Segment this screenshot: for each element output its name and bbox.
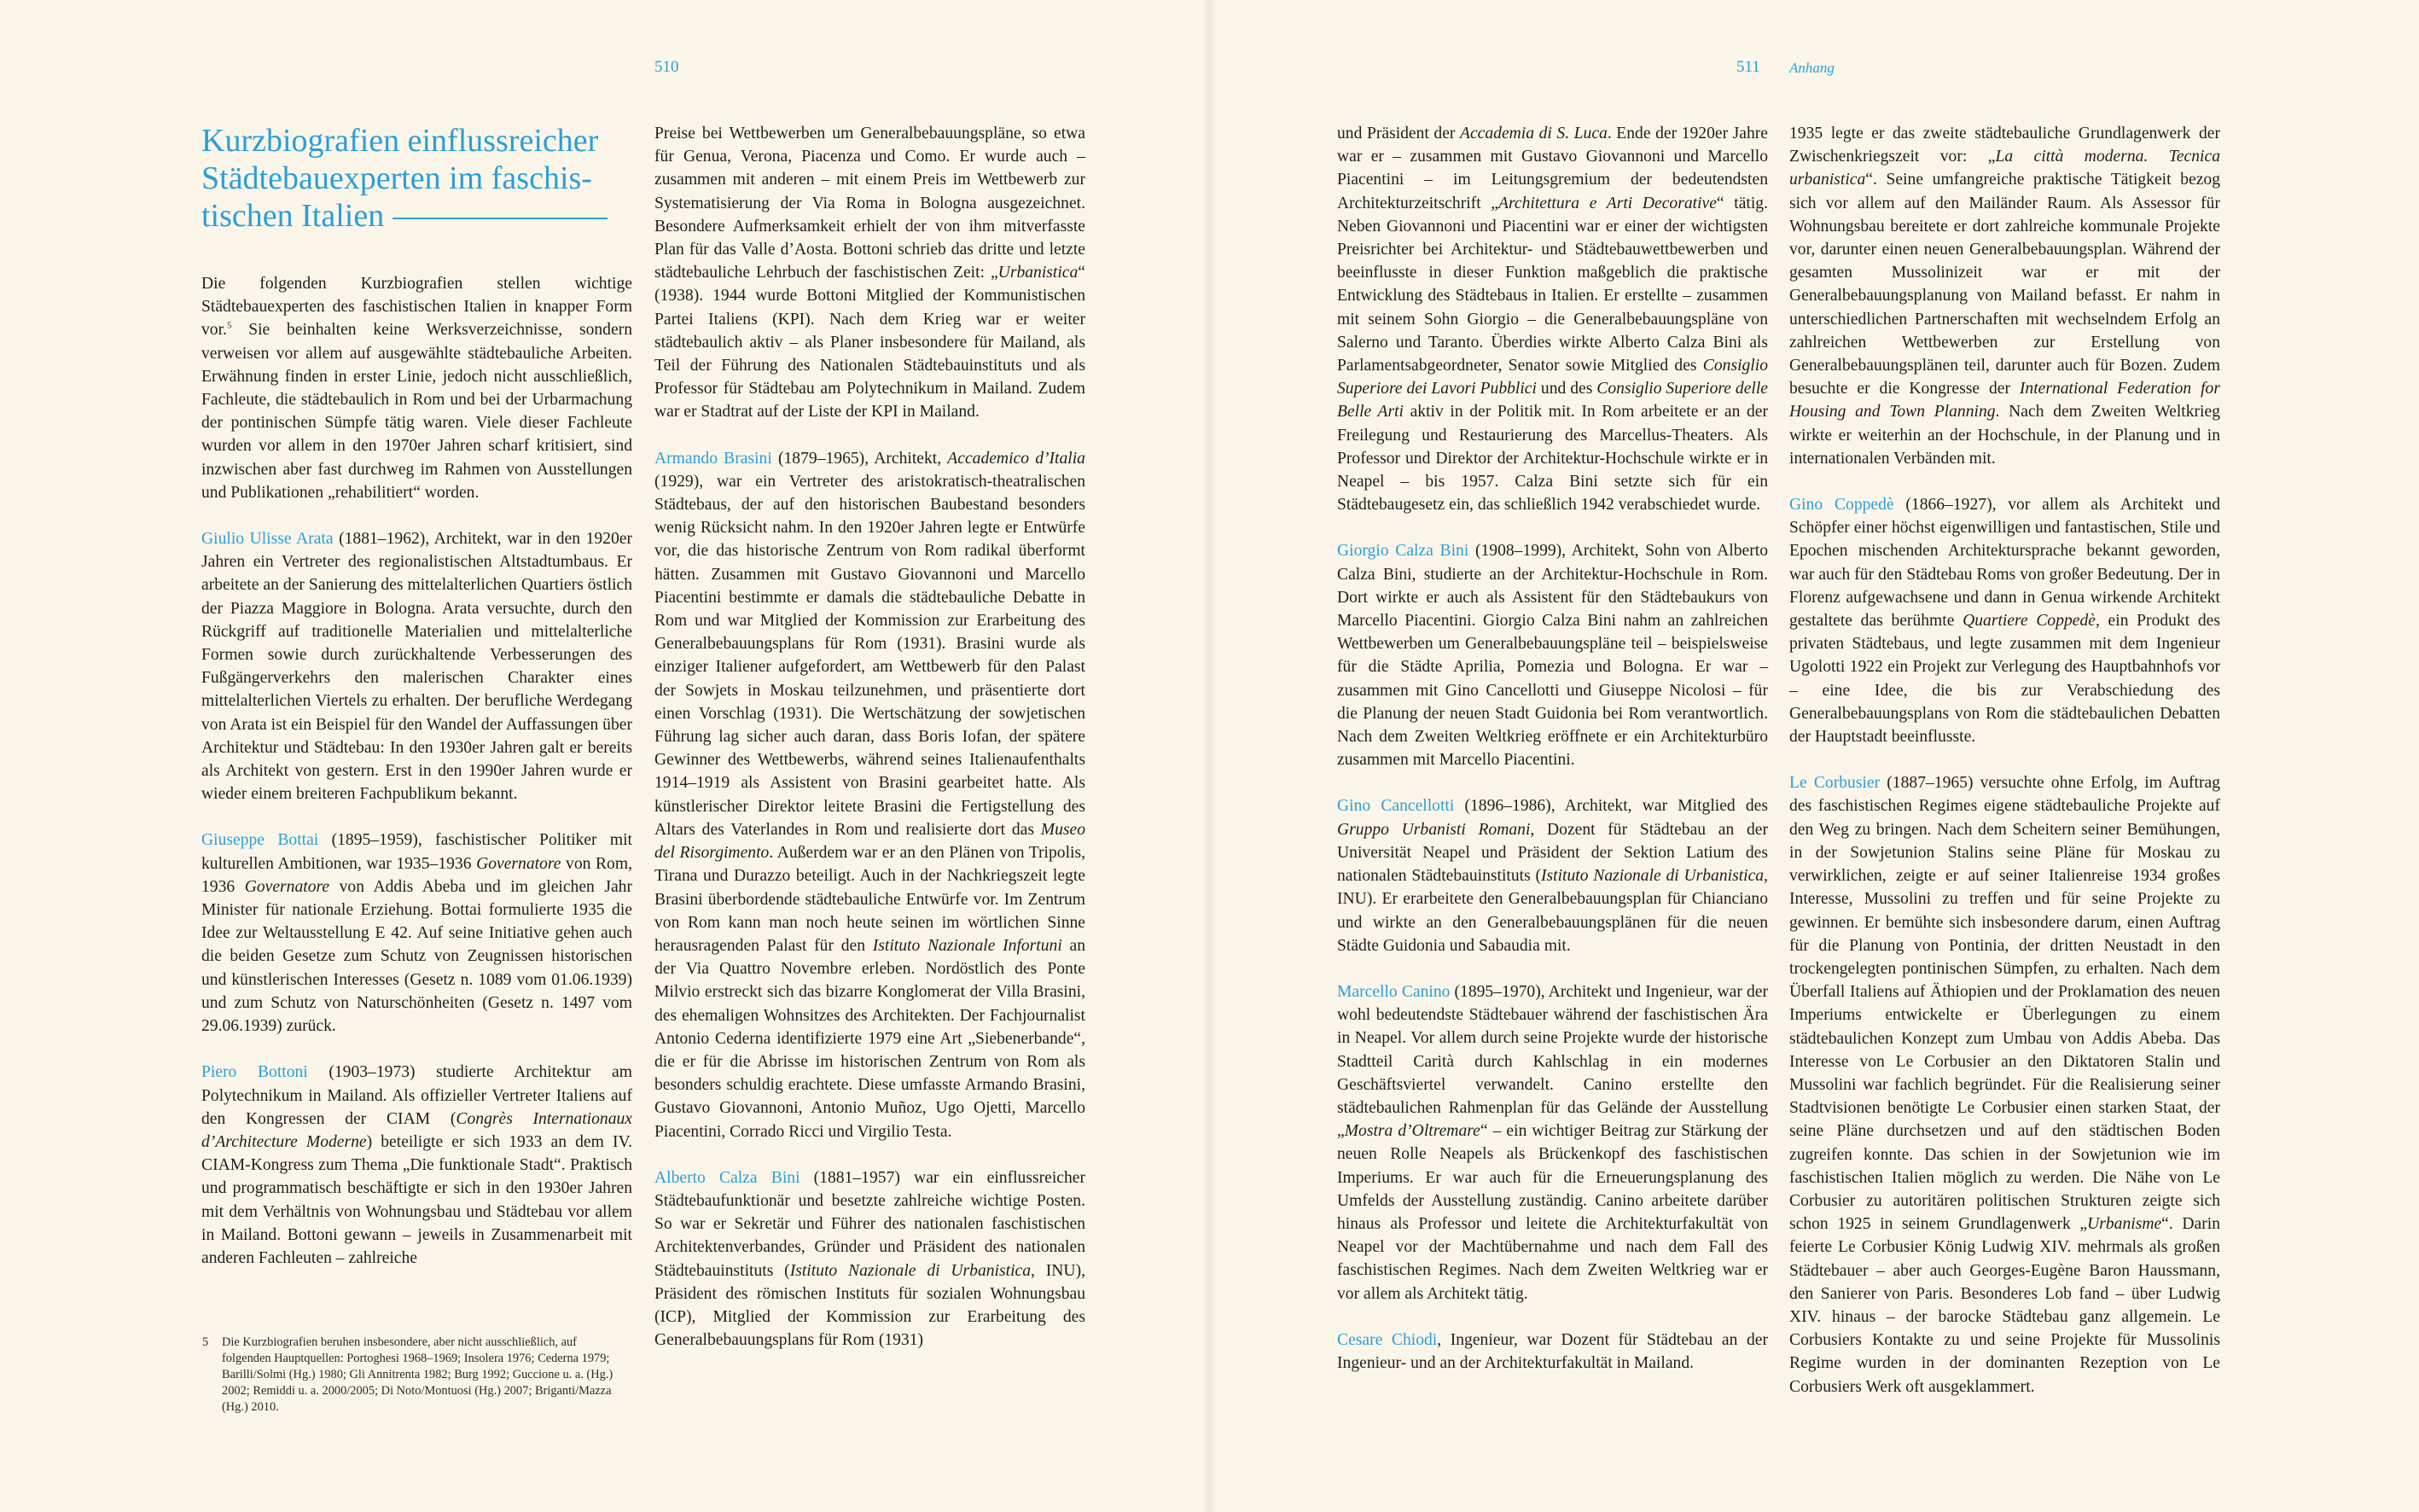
paragraphs	[1789, 122, 2220, 1399]
biography-name: Giuseppe Bottai	[201, 831, 319, 850]
paragraph: und Präsident der Accademia di S. Luca. Ende der 1920er Jahre war er – zusammen mit Gustavo Giovannoni und Marcello Piacentini – im Leitungsgremium der bedeutendsten Architekturzeitschrift „Architettura e Arti Decorative“ tätig. Neben Giovannoni und Piacentini war er einer der wichtigsten Preisrichter bei Architektur- und Städtebauwettbewerben und beeinflusste in dieser Funktion maßgeblich die praktische Entwicklung des Städtebaus in Italien. Er erstellte – zusammen mit seinem Sohn Giorgio – die Generalbebauungspläne von Salerno und Taranto. Überdies wirkte Alberto Calza Bini als Parlamentsabgeordneter, Senator sowie Mitglied des Consiglio Superiore dei Lavori Pubblici und des Consiglio Superiore delle Belle Arti aktiv in der Politik mit. In Rom arbeitete er an der Freilegung und Restaurierung des Marcellus-Theaters. Als Professor und Direktor der Architektur-Hochschule wirkte er in Neapel – bis 1957. Calza Bini setzte sich für ein Städtebaugesetz ein, das schließlich 1942 verabschiedet wurde.	[1337, 125, 1768, 515]
paragraph: 1935 legte er das zweite städtebauliche Grundlagenwerk der Zwischenkriegszeit vor: „La città moderna. Tecnica urbanistica“. Seine umfangreiche praktische Tätigkeit bezog sich vor allem auf den Mailänder Raum. Als Assessor für Wohnungsbau bereitete er dort zahlreiche kommunale Projekte vor, darunter einen neuen Generalbebauungsplan. Während der gesamten Mussolinizeit war er mit der Generalbebauungsplanung von Mailand befasst. Er nahm in unterschiedlichen Partnerschaften mit wechselndem Erfolg an zahlreichen Wettbewerben zur Erstellung von Generalbebauungsplänen teil, darunter auch für Bozen. Zudem besuchte er die Kongresse der International Federation for Housing and Town Planning. Nach dem Zweiten Weltkrieg wirkte er weiterhin an der Hochschule, in der Planung und in internationalen Verbänden mit.	[1789, 125, 2220, 468]
running-head: Anhang	[1789, 60, 1835, 76]
biography-name: Cesare Chiodi	[1337, 1330, 1438, 1349]
paragraph: Giulio Ulisse Arata (1881–1962), Architekt, war in den 1920er Jahren ein Vertreter des regionalistischen Altstadtumbaus. Er arbeitete an der Sanierung des mittelalterlichen Quartiers östlich der Piazza Maggiore in Bologna. Arata versuchte, durch den Rückgriff auf traditionelle Materialien und mittelalterliche Formen sowie durch zurückhaltende Verbesserungen des Fußgängerverkehrs den malerischen Charakter eines mittelalterlichen Viertels zu erhalten. Der berufliche Werdegang von Arata ist ein Beispiel für den Wandel der Auffassungen über Architektur und Städtebau: In den 1930er Jahren galt er bereits als Architekt von gestern. Erst in den 1990er Jahren wurde er wieder einem breiteren Fachpublikum bekannt.	[201, 530, 632, 804]
title-rule	[393, 218, 608, 219]
left-page	[0, 0, 1209, 1512]
biography-name: Armando Brasini	[654, 449, 772, 468]
paragraph: Piero Bottoni (1903–1973) studierte Architektur am Polytechnikum in Mailand. Als offizieller Vertreter Italiens auf den Kongressen der CIAM (Congrès Internationaux d’Architecture Moderne) beteiligte er sich 1933 an dem IV. CIAM-Kongress zum Thema „Die funktionale Stadt“. Praktisch und programmatisch beschäftigte er sich in den 1930er Jahren mit dem Verhältnis von Wohnungsbau und Städtebau vor allem in Mailand. Bottoni gewann – jeweils in Zusammenarbeit mit anderen Fachleuten – zahlreiche	[201, 1063, 632, 1267]
paragraphs	[1337, 122, 1768, 1375]
right-page	[1210, 0, 2419, 1512]
paragraph: Armando Brasini (1879–1965), Architekt, Accademico d’Italia (1929), war ein Vertreter des aristokratisch-theatralischen Städtebaus, der auf den historischen Baubestand besonders wenig Rücksicht nahm. In den 1920er Jahren legte er Entwürfe vor, die das historische Zentrum von Rom radikal überformt hätten. Zusammen mit Gustavo Giovannoni und Marcello Piacentini bestimmte er damals die städtebauliche Debatte in Rom und war Mitglied der Kommission zur Erarbeitung des Generalbebauungsplans für Rom (1931). Brasini wurde als einziger Italiener aufgefordert, am Wettbewerb für den Palast der Sowjets in Moskau teilzunehmen, und präsentierte dort einen Vorschlag (1931). Die Wertschätzung der sowjetischen Führung lag sicher auch daran, dass Boris Iofan, der spätere Gewinner des Wettbewerbs, während seines Italienaufenthalts 1914–1919 als Assistent von Brasini gearbeitet hatte. Als künstlerischer Direktor leitete Brasini die Fertigstellung des Altars des Vaterlandes in Rom und realisierte dort das Museo del Risorgimento. Außerdem war er an den Plänen von Tripolis, Tirana und Durazzo beteiligt. Auch in der Nachkriegszeit legte Brasini überbordende städtebauliche Entwürfe vor. Im Zentrum von Rom kann man noch heute seinen im wörtlichen Sinne herausragenden Palast für den Istituto Nazionale Infortuni an der Via Quattro Novembre erleben. Nordöstlich des Ponte Milvio erstreckt sich das bizarre Konglomerat der Villa Brasini, des ehemaligen Wohnsitzes des Architekten. Der Fachjournalist Antonio Cederna identifizierte 1979 eine Art „Siebenerbande“, die er für die Abrisse im historischen Zentrum von Rom als besonders schuldig erachtete. Diese umfasste Armando Brasini, Gustavo Giovannoni, Antonio Muñoz, Ugo Ojetti, Marcello Piacentini, Corrado Ricci und Virgilio Testa.	[654, 449, 1085, 1141]
page-number-right: 511	[1736, 58, 1760, 76]
biography-name: Le Corbusier	[1789, 774, 1881, 793]
biography-name: Marcello Canino	[1337, 982, 1451, 1001]
biography-name: Gino Coppedè	[1789, 496, 1894, 515]
footnote-number: 5	[202, 1335, 209, 1349]
page-number-left: 510	[654, 58, 679, 76]
biography-name: Gino Cancellotti	[1337, 797, 1455, 816]
paragraph: Preise bei Wettbewerben um Generalbebauungspläne, so etwa für Genua, Verona, Piacenza und Como. Er wurde auch – zusammen mit anderen – mit einem Preis im Wettbewerb zur Systematisierung der Via Roma in Bologna ausgezeichnet. Besondere Aufmerksamkeit erhielt der von ihm mitverfasste Plan für das Valle d’Aosta. Bottoni schrieb das dritte und letzte städtebauliche Lehrbuch der faschistischen Zeit: „Urbanistica“ (1938). 1944 wurde Bottoni Mitglied der Kommunistischen Partei Italiens (KPI). Nach dem Krieg war er weiter städtebaulich aktiv – als Planer insbesondere für Mailand, als Teil der Führung des Nationalen Städtebauinstituts und als Professor für Städtebau am Polytechnikum in Mailand. Zudem war er Stadtrat auf der Liste der KPI in Mailand.	[654, 125, 1085, 422]
paragraph: Giorgio Calza Bini (1908–1999), Architekt, Sohn von Alberto Calza Bini, studierte an der Architektur-Hochschule in Rom. Dort wirkte er auch als Assistent für den Städtebaukurs von Marcello Piacentini. Giorgio Calza Bini nahm an zahlreichen Wettbewerben um Generalbebauungspläne teil – beispielsweise für die Städte Aprilia, Pomezia und Bologna. Er war – zusammen mit Gino Cancellotti und Giuseppe Nicolosi – für die Planung der neuen Stadt Guidonia bei Rom verantwortlich. Nach dem Zweiten Weltkrieg eröffnete er ein Architekturbüro zusammen mit Marcello Piacentini.	[1337, 542, 1768, 770]
footnote	[202, 1335, 629, 1416]
biography-name: Alberto Calza Bini	[654, 1168, 800, 1187]
title-line-3: tischen Italien	[201, 198, 385, 234]
section-title	[201, 122, 632, 235]
paragraph: Cesare Chiodi, Ingenieur, war Dozent für Städtebau an der Ingenieur- und an der Architekturfakultät in Mailand.	[1337, 1330, 1769, 1372]
left-column-2	[654, 122, 1085, 1375]
paragraph: Giuseppe Bottai (1895–1959), faschistischer Politiker mit kulturellen Ambitionen, war 1935–1936 Governatore von Rom, 1936 Governatore von Addis Abeba und im gleichen Jahr Minister für nationale Erziehung. Bottai formulierte 1935 die Idee zur Weltausstellung E 42. Auf seine Initiative gehen auch die beiden Gesetze zum Schutz von Zeugnissen historischen und künstlerischen Interesses (Gesetz n. 1089 vom 01.06.1939) und zum Schutz von Naturschönheiten (Gesetz n. 1497 vom 29.06.1939) zurück.	[201, 831, 633, 1036]
title-line-1: Kurzbiografien einflussreicher	[201, 123, 599, 159]
biography-name: Giulio Ulisse Arata	[201, 530, 334, 549]
paragraph: Gino Cancellotti (1896–1986), Architekt, war Mitglied des Gruppo Urbanisti Romani, Dozent für Städtebau an der Universität Neapel und Präsident der Sektion Latium des nationalen Städtebauinstituts (Istituto Nazionale di Urbanistica, INU). Er erarbeitete den Generalbebauungsplan für Chianciano und wirkte an den Generalbebauungsplänen für die neuen Städte Guidonia und Sabaudia mit.	[1337, 797, 1769, 955]
paragraphs	[654, 122, 1085, 1352]
biography-name: Giorgio Calza Bini	[1337, 542, 1469, 561]
title-line-2: Städtebauexperten im faschis-	[201, 160, 592, 196]
paragraphs	[201, 272, 632, 1270]
paragraph: Le Corbusier (1887–1965) versuchte ohne Erfolg, im Auftrag des faschistischen Regimes eigene städtebauliche Projekte auf den Weg zu bringen. Nach dem Scheitern seiner Bemühungen, in der Sowjetunion Stalins seine Pläne für Moskau zu verwirklichen, zeigte er auf seiner Italienreise 1934 großes Interesse, Mussolini zu treffen und für seine Projekte zu gewinnen. Er bemühte sich insbesondere darum, einen Auftrag für die Planung von Pontinia, der dritten Neustadt in den trockengelegten pontinischen Sümpfen, zu erhalten. Nach dem Überfall Italiens auf Äthiopien und der Proklamation des neuen Imperiums entwickelte er Überlegungen zu einem städtebaulichen Konzept zum Umbau von Addis Abeba. Das Interesse von Le Corbusier an den Diktatoren Stalin und Mussolini war fachlich begründet. Für die Realisierung seiner Stadtvisionen benötigte Le Corbusier einen starken Staat, der seine Pläne durchsetzen und auf den städtischen Boden zugreifen konnte. Das schien in der Sowjetunion wie im faschistischen Italien möglich zu werden. Die Nähe von Le Corbusier zu autoritären politischen Strukturen zeigte sich schon 1925 in seinem Grundlagenwerk „Urbanisme“. Darin feierte Le Corbusier König Ludwig XIV. mehrmals als großen Städtebauer – aber auch Georges-Eugène Baron Haussmann, den Sanierer von Paris. Besonderes Lob fand – über Ludwig XIV. hinaus – der barocke Städtebau ganz allgemein. Le Corbusiers Kontakte zu und seine Projekte für Mussolinis Regime wurden in der dominanten Rezeption von Le Corbusiers Werk oft ausgeklammert.	[1789, 774, 2220, 1396]
left-column-1	[201, 122, 632, 1293]
footnote-text: Die Kurzbiografien beruhen insbesondere, aber nicht ausschließlich, auf folgenden Hauptquellen: Portoghesi 1968–1969; Insolera 1976; Cederna 1979; Barilli/Solmi (Hg.) 1980; Gli Annitrenta 1982; Burg 1992; Guccione u. a. (Hg.) 2002; Remiddi u. a. 2000/2005; Di Noto/Montuosi (Hg.) 2007; Briganti/Mazza (Hg.) 2010.	[222, 1335, 613, 1414]
right-column-2	[1789, 122, 2220, 1422]
paragraph: Alberto Calza Bini (1881–1957) war ein einflussreicher Städtebaufunktionär und besetzte zahlreiche wichtige Posten. So war er Sekretär und Führer des nationalen faschistischen Architektenverbandes, Gründer und Präsident des nationalen Städtebauinstituts (Istituto Nazionale di Urbanistica, INU), Präsident des römischen Instituts für sozialen Wohnungsbau (ICP), Mitglied der Kommission zur Erarbeitung des Generalbebauungsplans für Rom (1931)	[654, 1168, 1085, 1350]
biography-name: Piero Bottoni	[201, 1063, 308, 1082]
paragraph: Gino Coppedè (1866–1927), vor allem als Architekt und Schöpfer einer höchst eigenwilligen und fantastischen, Stile und Epochen mischenden Architektursprache bekannt geworden, war auch für den Städtebau Roms von großer Bedeutung. Der in Florenz aufgewachsene und dann in Genua wirkende Architekt gestaltete das berühmte Quartiere Coppedè, ein Produkt des privaten Städtebaus, und legte zusammen mit dem Ingenieur Ugolotti 1922 ein Projekt zur Verlegung des Hauptbahnhofs vor – eine Idee, die bis zur Verabschiedung des Generalbebauungsplans von Rom die städtebaulichen Debatten der Hauptstadt beeinflusste.	[1789, 496, 2220, 747]
paragraph: Marcello Canino (1895–1970), Architekt und Ingenieur, war der wohl bedeutendste Städtebauer während der faschistischen Ära in Neapel. Vor allem durch seine Projekte wurde der historische Stadtteil Carità durch Kahlschlag in ein modernes Geschäftsviertel verwandelt. Canino erstellte den städtebaulichen Rahmenplan für das Gelände der Ausstellung „Mostra d’Oltremare“ – ein wichtiger Beitrag zur Stärkung der neuen Rolle Neapels als Brückenkopf des faschistischen Imperiums. Er war auch für die Erneuerungsplanung des Umfelds der Ausstellung zuständig. Canino arbeitete darüber hinaus als Professor und leitete die Architekturfakultät von Neapel vor der Machtübernahme und nach dem Fall des faschistischen Regimes. Nach dem Zweiten Weltkrieg war er vor allem als Architekt tätig.	[1337, 982, 1769, 1303]
paragraph: Die folgenden Kurzbiografien stellen wichtige Städtebauexperten des faschistischen Italien in knapper Form vor.$^5$ Sie beinhalten keine Werksverzeichnisse, sondern verweisen vor allem auf ausgewählte städtebauliche Arbeiten. Erwähnung finden in erster Linie, jedoch nicht ausschließlich, Fachleute, die städtebaulich in Rom und bei der Urbarmachung der pontinischen Sümpfe tätig waren. Viele dieser Fachleute wurden vor allem in den 1970er Jahren scharf kritisiert, sind inzwischen aber fast durchweg im Rahmen von Ausstellungen und Publikationen „rehabilitiert“ worden.	[201, 275, 632, 502]
right-column-1	[1337, 122, 1768, 1398]
